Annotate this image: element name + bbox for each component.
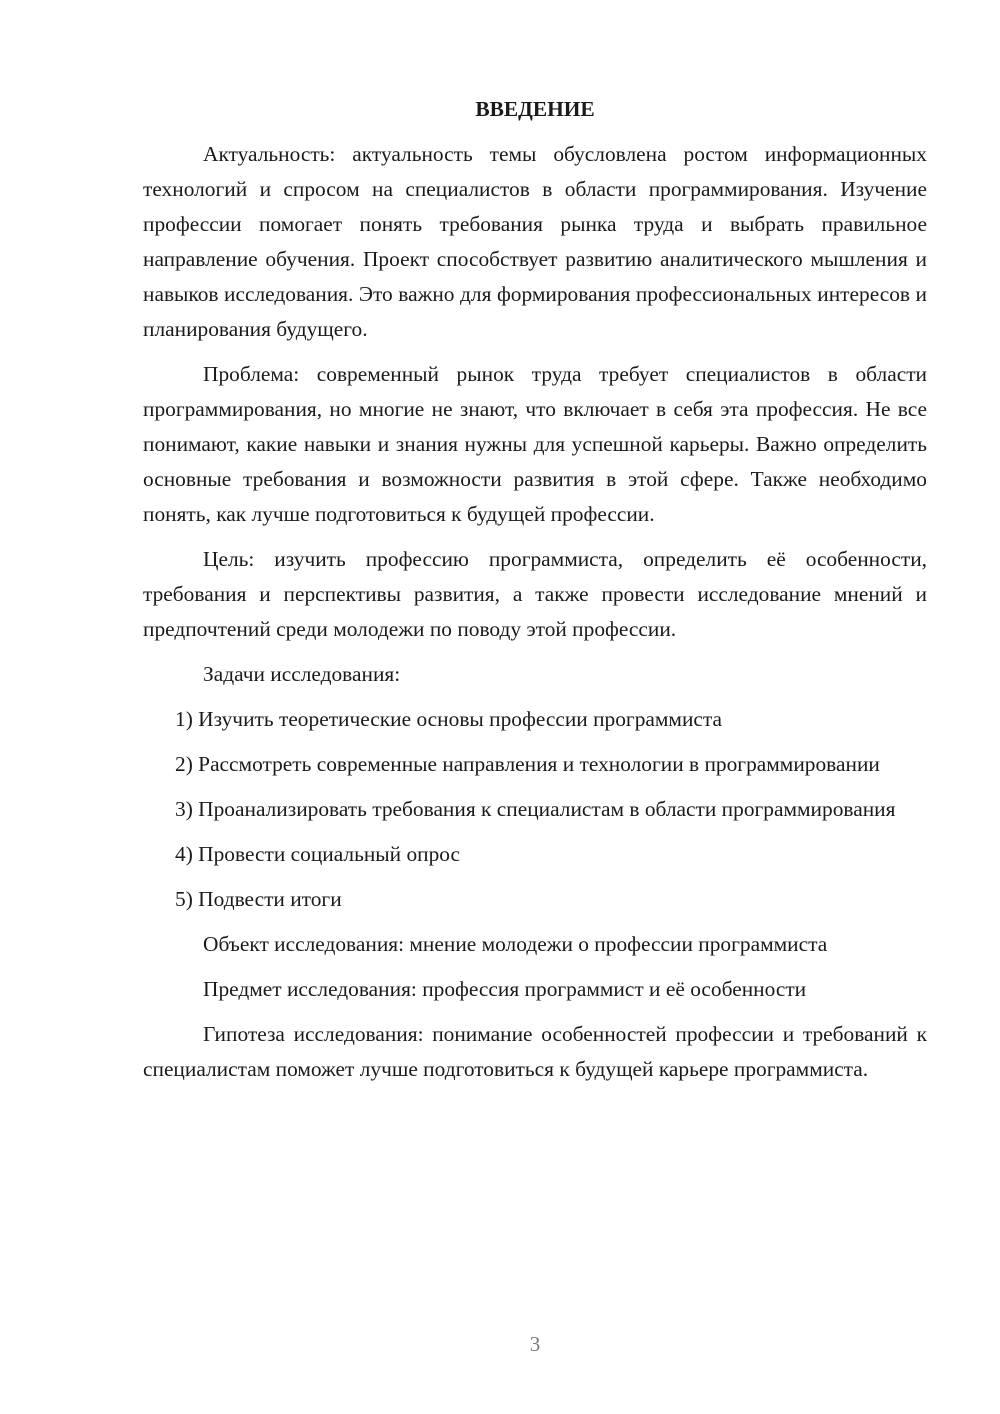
page-content bbox=[143, 92, 927, 1097]
section-title: ВВЕДЕНИЕ bbox=[475, 97, 595, 121]
research-object: Объект исследования: мнение молодежи о профессии программиста bbox=[203, 932, 828, 956]
task-item: 5) Подвести итоги bbox=[175, 887, 342, 911]
research-hypothesis: Гипотеза исследования: понимание особенностей профессии и требований к специалистам поможет лучше подготовиться к будущей карьере программиста. bbox=[143, 1022, 927, 1081]
page-number: 3 bbox=[529, 1332, 541, 1356]
task-item: 2) Рассмотреть современные направления и технологии в программировании bbox=[175, 752, 880, 776]
research-subject: Предмет исследования: профессия программист и её особенности bbox=[203, 977, 807, 1001]
task-item: 4) Провести социальный опрос bbox=[175, 842, 461, 866]
goal-paragraph: Цель: изучить профессию программиста, определить её особенности, требования и перспективы развития, а также провести исследование мнений и предпочтений среди молодежи по поводу этой профессии. bbox=[143, 547, 927, 641]
problem-paragraph: Проблема: современный рынок труда требует специалистов в области программирования, но многие не знают, что включает в себя эта профессия. Не все понимают, какие навыки и знания нужны для успешной карьеры. Важно определить основные требования и возможности развития в этой сфере. Также необходимо понять, как лучше подготовиться к будущей профессии. bbox=[143, 362, 927, 526]
task-item: 1) Изучить теоретические основы профессии программиста bbox=[175, 707, 723, 731]
tasks-heading: Задачи исследования: bbox=[203, 662, 401, 686]
task-item: 3) Проанализировать требования к специалистам в области программирования bbox=[175, 797, 896, 821]
relevance-paragraph: Актуальность: актуальность темы обусловлена ростом информационных технологий и спросом на специалистов в области программирования. Изучение профессии помогает понять требования рынка труда и выбрать правильное направление обучения. Проект способствует развитию аналитического мышления и навыков исследования. Это важно для формирования профессиональных интересов и планирования будущего. bbox=[143, 142, 927, 341]
